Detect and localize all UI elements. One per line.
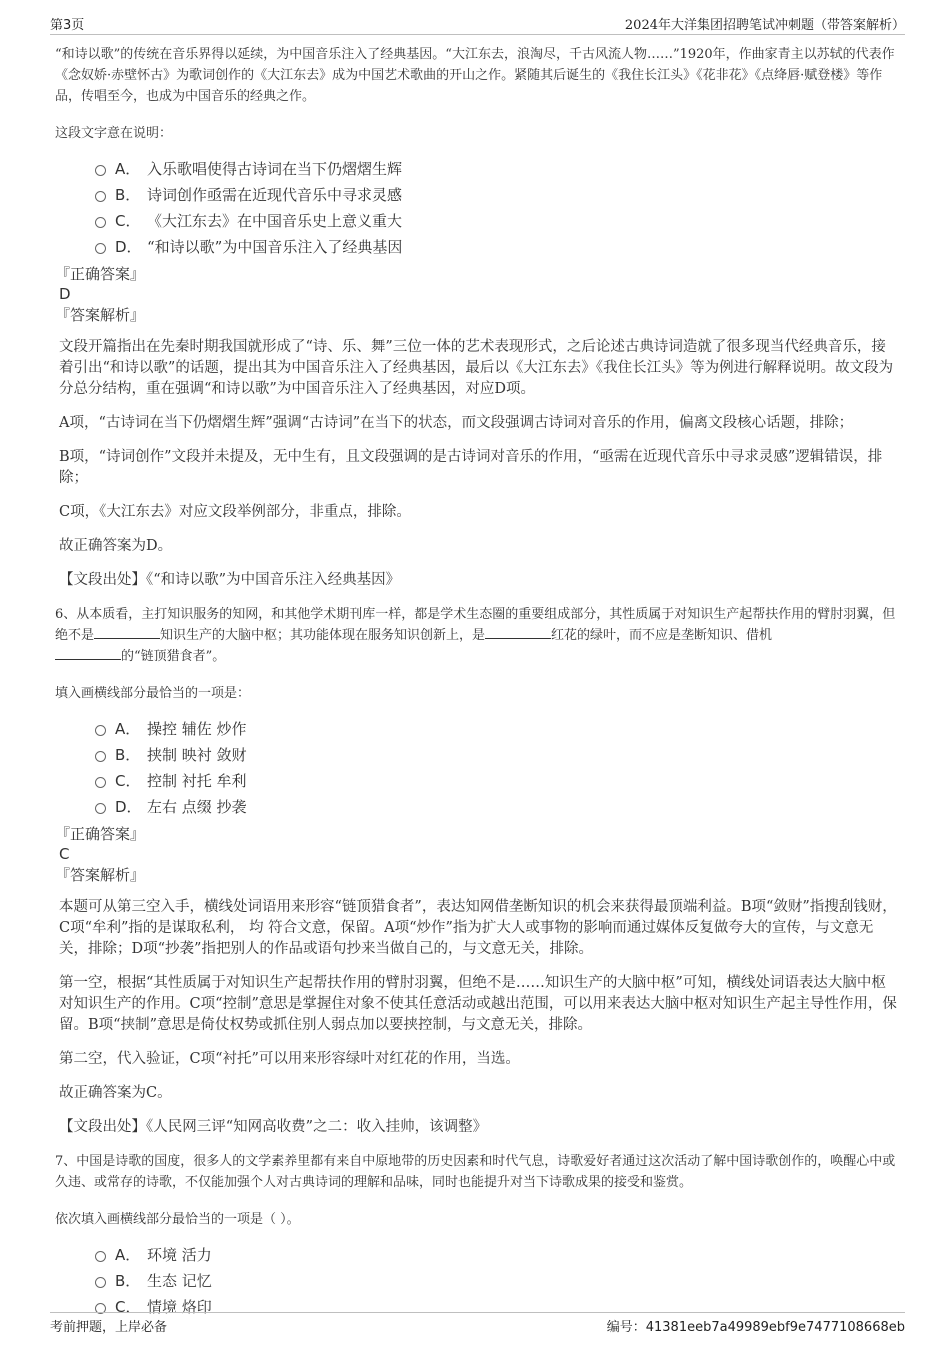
q6-analysis-para: 第二空，代入验证，C项“衬托”可以用来形容绿叶对红花的作用，当选。 [59,1051,520,1067]
option-text: 操控 辅佐 炒作 [147,720,247,738]
code-label: 编号： [606,1320,646,1335]
q5-option-c[interactable] [55,208,900,234]
blank-line [94,626,160,639]
option-letter: C． [115,772,141,790]
document-code [607,1316,905,1335]
q6-answer-label: 『正确答案』 [55,825,146,843]
q6-stem-part: 的“链顶猎食者”。 [121,649,226,664]
q7-option-a[interactable] [55,1242,900,1268]
q5-answer-label: 『正确答案』 [55,265,146,283]
q5-analysis-label: 『答案解析』 [55,306,146,324]
page-number: 第3页 [50,18,85,33]
radio-button[interactable] [95,191,106,202]
radio-button[interactable] [95,1277,106,1288]
option-text: 环境 活力 [147,1246,212,1264]
radio-button[interactable] [95,1251,106,1262]
q5-analysis-para: A项，“古诗词在当下仍熠熠生辉”强调“古诗词”在当下的状态，而文段强调古诗词对音乐的作用，偏离文段核心话题，排除； [59,415,854,431]
radio-button[interactable] [95,725,106,736]
question-5 [55,44,900,591]
option-text: 控制 衬托 牟利 [147,772,247,790]
q6-stem-part: 红花的绿叶，而不应是垄断知识、借机 [551,628,773,643]
q6-analysis-para: 本题可从第三空入手，横线处词语用来形容“链顶猎食者”，表达知网借垄断知识的机会来获得最顶端利益。B项“敛财”指搜刮钱财，C项“牟利”指的是谋取私利， 均 符合文意，保留。A项“炒作”指为扩大人或事物的影响而通过媒体反复做夸大的宣传，与文意无关，排除；D项“抄袭”指把别人的作品或语句抄来当做自己的，与文意无关，排除。 [59,899,897,957]
q6-options [55,716,900,820]
q5-answer: D [59,285,71,303]
option-text: 《大江东去》在中国音乐史上意义重大 [147,212,403,230]
code-value: 41381eeb7a49989ebf9e7477108668eb [645,1320,905,1335]
q6-option-d[interactable] [55,794,900,820]
q6-stem [55,604,900,667]
q6-analysis-para: 第一空，根据“其性质属于对知识生产起帮扶作用的臂肘羽翼，但绝不是……知识生产的大脑中枢”可知，横线处词语表达大脑中枢对知识生产的作用。C项“控制”意思是掌握住对象不使其任意活动或越出范围，可以用来表达大脑中枢对知识生产起主导性作用，保留。B项“挟制”意思是倚仗权势或抓住别人弱点加以要挟控制，与文意无关，排除。 [59,975,897,1033]
radio-button[interactable] [95,803,106,814]
q6-stem-part: 知识生产的大脑中枢；其功能体现在服务知识创新上，是 [160,628,486,643]
document-body [55,44,900,1320]
option-text: 挟制 映衬 敛财 [147,746,247,764]
q7-option-b[interactable] [55,1268,900,1294]
q7-prompt: 依次填入画横线部分最恰当的一项是（ ）。 [55,1212,300,1227]
option-text: 左右 点缀 抄袭 [147,798,247,816]
question-6 [55,604,900,1138]
page-header [50,12,905,35]
radio-button[interactable] [95,777,106,788]
option-text: 诗词创作亟需在近现代音乐中寻求灵感 [147,186,403,204]
option-letter: D． [115,798,142,816]
q5-prompt: 这段文字意在说明： [55,126,173,141]
q5-analysis-para: 故正确答案为D。 [59,538,173,554]
blank-line [55,647,121,660]
q5-option-a[interactable] [55,156,900,182]
blank-line [485,626,551,639]
radio-button[interactable] [95,751,106,762]
option-letter: A． [115,160,141,178]
q6-prompt: 填入画横线部分最恰当的一项是： [55,686,251,701]
radio-button[interactable] [95,243,106,254]
option-letter: A． [115,1246,141,1264]
option-text: 入乐歌唱使得古诗词在当下仍熠熠生辉 [147,160,403,178]
page-footer [50,1312,905,1333]
option-letter: B． [115,1272,141,1290]
footer-slogan: 考前押题，上岸必备 [50,1320,168,1335]
option-letter: C． [115,1298,141,1316]
question-7 [55,1151,900,1320]
q5-analysis-para: B项，“诗词创作”文段并未提及，无中生有，且文段强调的是古诗词对音乐的作用，“亟需在近现代音乐中寻求灵感”逻辑错误，排除； [59,449,883,486]
q6-option-a[interactable] [55,716,900,742]
q5-analysis-para: 文段开篇指出在先秦时期我国就形成了“诗、乐、舞”三位一体的艺术表现形式，之后论述古典诗词造就了很多现当代经典音乐，接着引出“和诗以歌”的话题，提出其为中国音乐注入了经典基因，最后以《大江东去》《我住长江头》等为例进行解释说明。故文段为分总分结构，重在强调“和诗以歌”为中国音乐注入了经典基因，对应D项。 [59,339,894,397]
q5-passage: “和诗以歌”的传统在音乐界得以延续，为中国音乐注入了经典基因。“大江东去，浪淘尽，千古风流人物……”1920年，作曲家青主以苏轼的代表作《念奴娇·赤壁怀古》为歌词创作的《大江东去》成为中国艺术歌曲的开山之作。紧随其后诞生的《我住长江头》《花非花》《点绛唇·赋登楼》等作品，传唱至今，也成为中国音乐的经典之作。 [55,47,895,104]
q7-stem: 7、中国是诗歌的国度，很多人的文学素养里都有来自中原地带的历史因素和时代气息，诗歌爱好者通过这次活动了解中国诗歌创作的，唤醒心中或久违、或常存的诗歌，不仅能加强个人对古典诗词的理解和品味，同时也能提升对当下诗歌成果的接受和鉴赏。 [55,1154,896,1190]
option-text: 生态 记忆 [147,1272,212,1290]
q6-analysis-label: 『答案解析』 [55,866,146,884]
option-letter: C． [115,212,141,230]
option-text: “和诗以歌”为中国音乐注入了经典基因 [147,238,403,256]
q6-analysis-para: 故正确答案为C。 [59,1085,172,1101]
q6-option-b[interactable] [55,742,900,768]
q6-stem-part: 6、从本质看，主打知识服务的知网，和其他学术期刊库一样，都是学术生态圈的重要组成部分，其性质属于对知识生产起帮扶作用的臂肘羽翼，但绝不是 [55,607,896,643]
option-letter: B． [115,186,141,204]
q5-source: 【文段出处】《“和诗以歌”为中国音乐注入经典基因》 [59,572,401,588]
q5-option-b[interactable] [55,182,900,208]
option-letter: D． [115,238,142,256]
q6-option-c[interactable] [55,768,900,794]
document-title: 2024年大洋集团招聘笔试冲刺题（带答案解析） [624,18,905,33]
q7-options [55,1242,900,1320]
option-letter: A． [115,720,141,738]
option-text: 情境 烙印 [147,1298,212,1316]
q5-options [55,156,900,260]
q6-source: 【文段出处】《人民网三评“知网高收费”之二：收入挂帅，该调整》 [59,1119,488,1135]
option-letter: B． [115,746,141,764]
q6-answer: C [59,845,70,863]
radio-button[interactable] [95,217,106,228]
radio-button[interactable] [95,165,106,176]
q5-analysis-para: C项，《大江东去》对应文段举例部分，非重点，排除。 [59,504,411,520]
q5-option-d[interactable] [55,234,900,260]
